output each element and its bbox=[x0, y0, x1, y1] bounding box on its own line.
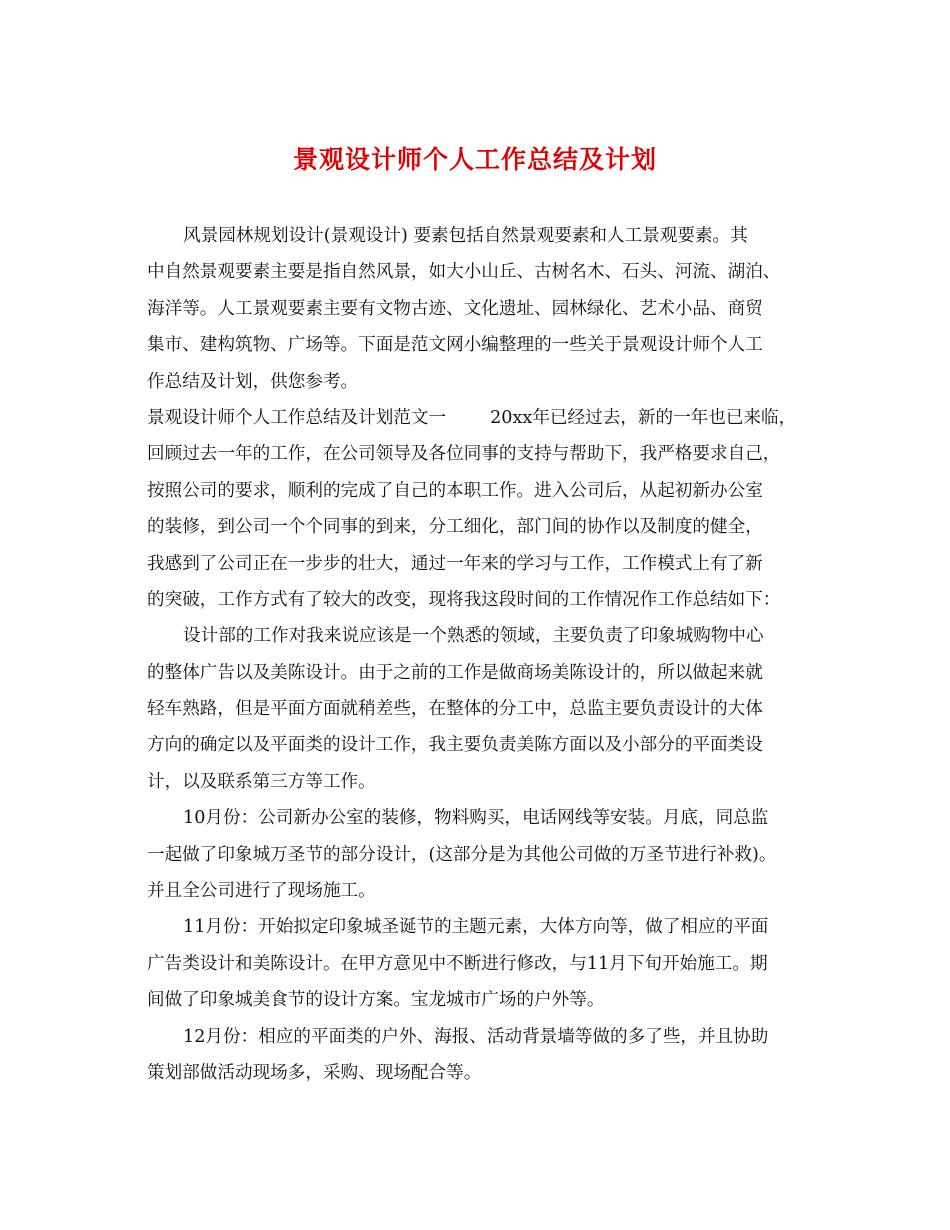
paragraph-line: 集市、建构筑物、广场等。下面是范文网小编整理的一些关于景观设计师个人工 bbox=[147, 335, 763, 356]
paragraph-start: 20xx年已经过去，新的一年也已来临， bbox=[490, 407, 797, 428]
paragraph-line: 轻车熟路，但是平面方面就稍差些，在整体的分工中，总监主要负责设计的大体 bbox=[147, 699, 763, 720]
document-title: 景观设计师个人工作总结及计划 bbox=[292, 145, 657, 174]
paragraph-line: 10月份：公司新办公室的装修，物料购买，电话网线等安装。月底，同总监 bbox=[183, 808, 769, 829]
paragraph-line: 方向的确定以及平面类的设计工作，我主要负责美陈方面以及小部分的平面类设 bbox=[147, 735, 763, 756]
paragraph-line: 回顾过去一年的工作，在公司领导及各位同事的支持与帮助下，我严格要求自己， bbox=[147, 444, 781, 465]
paragraph-line: 11月份：开始拟定印象城圣诞节的主题元素，大体方向等，做了相应的平面 bbox=[183, 917, 769, 938]
paragraph-line: 广告类设计和美陈设计。在甲方意见中不断进行修改，与11月下旬开始施工。期 bbox=[147, 953, 768, 974]
paragraph-line: 的整体广告以及美陈设计。由于之前的工作是做商场美陈设计的，所以做起来就 bbox=[147, 662, 763, 683]
paragraph-line: 海洋等。人工景观要素主要有文物古迹、文化遗址、园林绿化、艺术小品、商贸 bbox=[147, 298, 763, 319]
paragraph-line: 间做了印象城美食节的设计方案。宝龙城市广场的户外等。 bbox=[147, 990, 605, 1011]
paragraph-line: 按照公司的要求，顺利的完成了自己的本职工作。进入公司后，从起初新办公室 bbox=[147, 480, 763, 501]
paragraph-line: 风景园林规划设计(景观设计) 要素包括自然景观要素和人工景观要素。其 bbox=[183, 226, 748, 246]
paragraph-line: 设计部的工作对我来说应该是一个熟悉的领域，主要负责了印象城购物中心 bbox=[183, 626, 764, 647]
paragraph-line: 策划部做活动现场多，采购、现场配合等。 bbox=[147, 1062, 482, 1083]
paragraph-line: 计，以及联系第三方等工作。 bbox=[147, 771, 376, 792]
paragraph-line: 一起做了印象城万圣节的部分设计，(这部分是为其他公司做的万圣节进行补救)。 bbox=[147, 844, 777, 865]
section-heading: 景观设计师个人工作总结及计划范文一 bbox=[147, 407, 447, 428]
paragraph-line: 作总结及计划，供您参考。 bbox=[147, 371, 359, 392]
paragraph-line: 中自然景观要素主要是指自然风景，如大小山丘、古树名木、石头、河流、湖泊、 bbox=[147, 262, 781, 283]
paragraph-line: 12月份：相应的平面类的户外、海报、活动背景墙等做的多了些，并且协助 bbox=[183, 1026, 769, 1047]
paragraph-line: 的装修，到公司一个个同事的到来，分工细化，部门间的协作以及制度的健全， bbox=[147, 517, 763, 538]
document-body bbox=[147, 218, 817, 1091]
paragraph-line: 的突破，工作方式有了较大的改变，现将我这段时间的工作情况作工作总结如下： bbox=[147, 589, 781, 610]
section-heading-line bbox=[147, 400, 817, 436]
paragraph-line: 我感到了公司正在一步步的壮大，通过一年来的学习与工作，工作模式上有了新 bbox=[147, 553, 763, 574]
paragraph-line: 并且全公司进行了现场施工。 bbox=[147, 881, 376, 902]
